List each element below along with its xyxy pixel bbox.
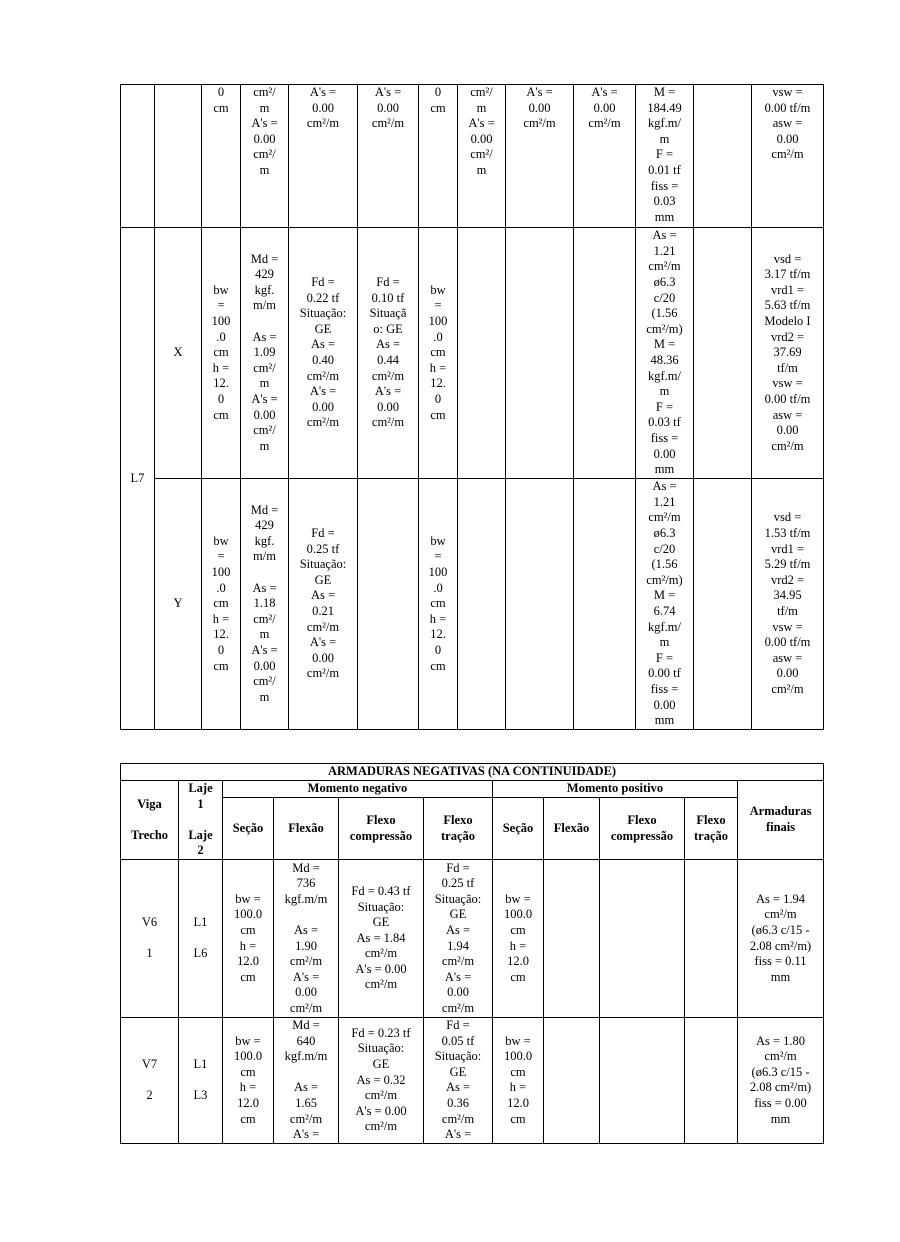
- header-flexo-tracao: Flexo tração: [685, 798, 738, 860]
- cell: A's = 0.00 cm²/m: [358, 85, 419, 228]
- flexo-compression-cell: [506, 479, 574, 730]
- header-final-reinforcement: Armaduras finais: [738, 781, 824, 860]
- direction-cell: X: [155, 228, 202, 479]
- shear-cell: vsd = 1.53 tf/m vrd1 = 5.29 tf/m vrd2 = 34.95 tf/m vsw = 0.00 tf/m asw = 0.00 cm²/m: [752, 479, 824, 730]
- flexure-cell: [458, 228, 506, 479]
- flexo-compression-cell: [600, 860, 685, 1018]
- cell: vsw = 0.00 tf/m asw = 0.00 cm²/m: [752, 85, 824, 228]
- flexo-tension-cell: Fd = 0.05 tf Situação: GE As = 0.36 cm²/m A's =: [424, 1018, 493, 1144]
- beam-cell: V7 2: [121, 1018, 179, 1144]
- header-secao: Seção: [493, 798, 544, 860]
- cell: [155, 85, 202, 228]
- slab-id-cell: L7: [121, 228, 155, 730]
- table-row: [121, 860, 824, 1018]
- cell: 0 cm: [202, 85, 241, 228]
- flexure-cell: Md = 640 kgf.m/m As = 1.65 cm²/m A's =: [274, 1018, 339, 1144]
- header-flexao: Flexão: [274, 798, 339, 860]
- flexo-compression-cell: Fd = 0.23 tf Situação: GE As = 0.32 cm²/m A's = 0.00 cm²/m: [339, 1018, 424, 1144]
- cell: A's = 0.00 cm²/m: [289, 85, 358, 228]
- table-row: [121, 479, 824, 730]
- header-secao: Seção: [223, 798, 274, 860]
- cell: [121, 85, 155, 228]
- table-row: [121, 228, 824, 479]
- header-flexo-tracao: Flexo tração: [424, 798, 493, 860]
- table-row: [121, 1018, 824, 1144]
- negative-reinforcement-table: [120, 763, 824, 1144]
- flexo-compression-cell: [506, 228, 574, 479]
- header-flexo-compressao: Flexo compressão: [339, 798, 424, 860]
- flexure-cell: Md = 429 kgf. m/m As = 1.18 cm²/ m A's = 0.00 cm²/ m: [241, 479, 289, 730]
- section-cell: bw = 100 .0 cm h = 12. 0 cm: [202, 228, 241, 479]
- section-cell: bw = 100 .0 cm h = 12. 0 cm: [419, 228, 458, 479]
- flexo-tension-cell: [574, 228, 636, 479]
- cell: [694, 228, 752, 479]
- final-reinforcement-cell: As = 1.21 cm²/m ø6.3 c/20 (1.56 cm²/m) M = 48.36 kgf.m/ m F = 0.03 tf fiss = 0.00 mm: [636, 228, 694, 479]
- cell: [694, 479, 752, 730]
- flexure-cell: [458, 479, 506, 730]
- shear-cell: vsd = 3.17 tf/m vrd1 = 5.63 tf/m Modelo I vrd2 = 37.69 tf/m vsw = 0.00 tf/m asw = 0.00 cm²/m: [752, 228, 824, 479]
- slab-cell: L1 L3: [179, 1018, 223, 1144]
- slab-cell: L1 L6: [179, 860, 223, 1018]
- cell: A's = 0.00 cm²/m: [574, 85, 636, 228]
- header-negative-moment: Momento negativo: [223, 781, 493, 798]
- cell: M = 184.49 kgf.m/ m F = 0.01 tf fiss = 0.03 mm: [636, 85, 694, 228]
- flexo-compression-cell: [600, 1018, 685, 1144]
- slab-reinforcement-table: [120, 84, 824, 730]
- flexo-compression-cell: Fd = 0.43 tf Situação: GE As = 1.84 cm²/m A's = 0.00 cm²/m: [339, 860, 424, 1018]
- continued-row: [121, 85, 824, 228]
- cell: [694, 85, 752, 228]
- section-cell: bw = 100.0 cm h = 12.0 cm: [493, 860, 544, 1018]
- table-title: ARMADURAS NEGATIVAS (NA CONTINUIDADE): [121, 764, 824, 781]
- final-reinforcement-cell: As = 1.94 cm²/m (ø6.3 c/15 - 2.08 cm²/m) fiss = 0.11 mm: [738, 860, 824, 1018]
- final-reinforcement-cell: As = 1.80 cm²/m (ø6.3 c/15 - 2.08 cm²/m) fiss = 0.00 mm: [738, 1018, 824, 1144]
- header-laje: Laje 1 Laje 2: [179, 781, 223, 860]
- flexo-compression-cell: Fd = 0.25 tf Situação: GE As = 0.21 cm²/m A's = 0.00 cm²/m: [289, 479, 358, 730]
- section-cell: bw = 100 .0 cm h = 12. 0 cm: [419, 479, 458, 730]
- flexure-cell: Md = 736 kgf.m/m As = 1.90 cm²/m A's = 0.00 cm²/m: [274, 860, 339, 1018]
- flexo-tension-cell: Fd = 0.10 tf Situaçã o: GE As = 0.44 cm²/m A's = 0.00 cm²/m: [358, 228, 419, 479]
- flexo-tension-cell: [685, 860, 738, 1018]
- flexo-tension-cell: [685, 1018, 738, 1144]
- cell: 0 cm: [419, 85, 458, 228]
- cell: cm²/ m A's = 0.00 cm²/ m: [458, 85, 506, 228]
- flexure-cell: [544, 860, 600, 1018]
- direction-cell: Y: [155, 479, 202, 730]
- final-reinforcement-cell: As = 1.21 cm²/m ø6.3 c/20 (1.56 cm²/m) M = 6.74 kgf.m/ m F = 0.00 tf fiss = 0.00 mm: [636, 479, 694, 730]
- section-cell: bw = 100 .0 cm h = 12. 0 cm: [202, 479, 241, 730]
- cell: cm²/ m A's = 0.00 cm²/ m: [241, 85, 289, 228]
- flexure-cell: Md = 429 kgf. m/m As = 1.09 cm²/ m A's = 0.00 cm²/ m: [241, 228, 289, 479]
- section-cell: bw = 100.0 cm h = 12.0 cm: [223, 1018, 274, 1144]
- flexure-cell: [544, 1018, 600, 1144]
- cell: A's = 0.00 cm²/m: [506, 85, 574, 228]
- header-flexo-compressao: Flexo compressão: [600, 798, 685, 860]
- flexo-tension-cell: [358, 479, 419, 730]
- beam-cell: V6 1: [121, 860, 179, 1018]
- section-cell: bw = 100.0 cm h = 12.0 cm: [223, 860, 274, 1018]
- header-viga: Viga Trecho: [121, 781, 179, 860]
- section-cell: bw = 100.0 cm h = 12.0 cm: [493, 1018, 544, 1144]
- flexo-compression-cell: Fd = 0.22 tf Situação: GE As = 0.40 cm²/m A's = 0.00 cm²/m: [289, 228, 358, 479]
- flexo-tension-cell: Fd = 0.25 tf Situação: GE As = 1.94 cm²/m A's = 0.00 cm²/m: [424, 860, 493, 1018]
- header-positive-moment: Momento positivo: [493, 781, 738, 798]
- flexo-tension-cell: [574, 479, 636, 730]
- header-flexao: Flexão: [544, 798, 600, 860]
